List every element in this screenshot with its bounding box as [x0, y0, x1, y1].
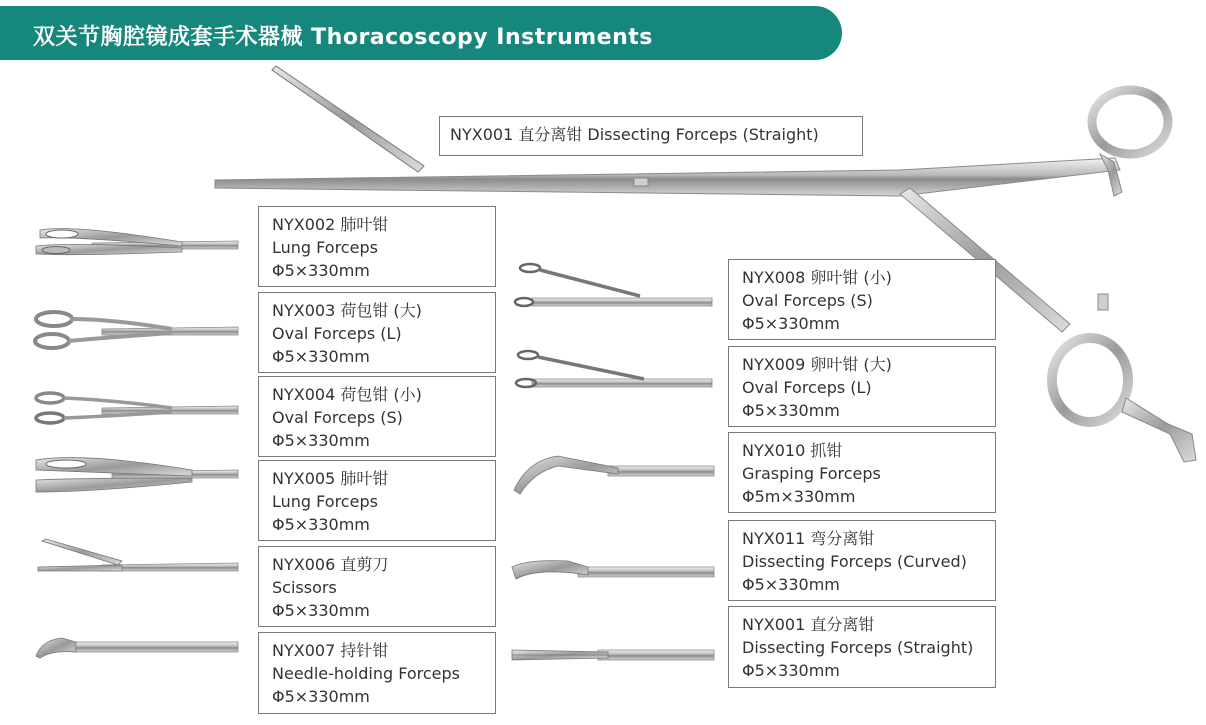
- product-label-nyx005: NYX005 肺叶钳 Lung Forceps Φ5×330mm: [258, 460, 496, 541]
- product-label-nyx006: NYX006 直剪刀 Scissors Φ5×330mm: [258, 546, 496, 627]
- lung-forceps-2-image: [32, 450, 242, 500]
- product-label-nyx008: NYX008 卵叶钳 (小) Oval Forceps (S) Φ5×330mm: [728, 259, 996, 340]
- product-label-nyx002: NYX002 肺叶钳 Lung Forceps Φ5×330mm: [258, 206, 496, 287]
- grasping-forceps-image: [508, 450, 718, 498]
- product-label-nyx004: NYX004 荷包钳 (小) Oval Forceps (S) Φ5×330mm: [258, 376, 496, 457]
- dissecting-forceps-curved-image: [508, 555, 718, 585]
- product-label-nyx010: NYX010 抓钳 Grasping Forceps Φ5m×330mm: [728, 432, 996, 513]
- oval-forceps-large-image: [32, 305, 242, 355]
- dissecting-forceps-straight-image: [508, 640, 718, 670]
- product-label-nyx003: NYX003 荷包钳 (大) Oval Forceps (L) Φ5×330mm: [258, 292, 496, 373]
- needle-holding-forceps-image: [32, 630, 242, 665]
- oval-forceps-small-2-image: [512, 258, 717, 313]
- lung-forceps-image: [32, 222, 242, 262]
- product-label-nyx001: NYX001 直分离钳 Dissecting Forceps (Straight) Φ5×330mm: [728, 606, 996, 688]
- feature-label: NYX001 直分离钳 Dissecting Forceps (Straight): [439, 116, 863, 156]
- page-title: 双关节胸腔镜成套手术器械 Thoracoscopy Instruments: [33, 25, 653, 50]
- oval-forceps-large-2-image: [512, 345, 717, 395]
- product-label-nyx011: NYX011 弯分离钳 Dissecting Forceps (Curved) Φ5×330mm: [728, 520, 996, 601]
- oval-forceps-small-image: [32, 388, 242, 433]
- product-label-nyx007: NYX007 持针钳 Needle-holding Forceps Φ5×330mm: [258, 632, 496, 714]
- product-label-nyx009: NYX009 卵叶钳 (大) Oval Forceps (L) Φ5×330mm: [728, 346, 996, 427]
- scissors-image: [32, 535, 242, 580]
